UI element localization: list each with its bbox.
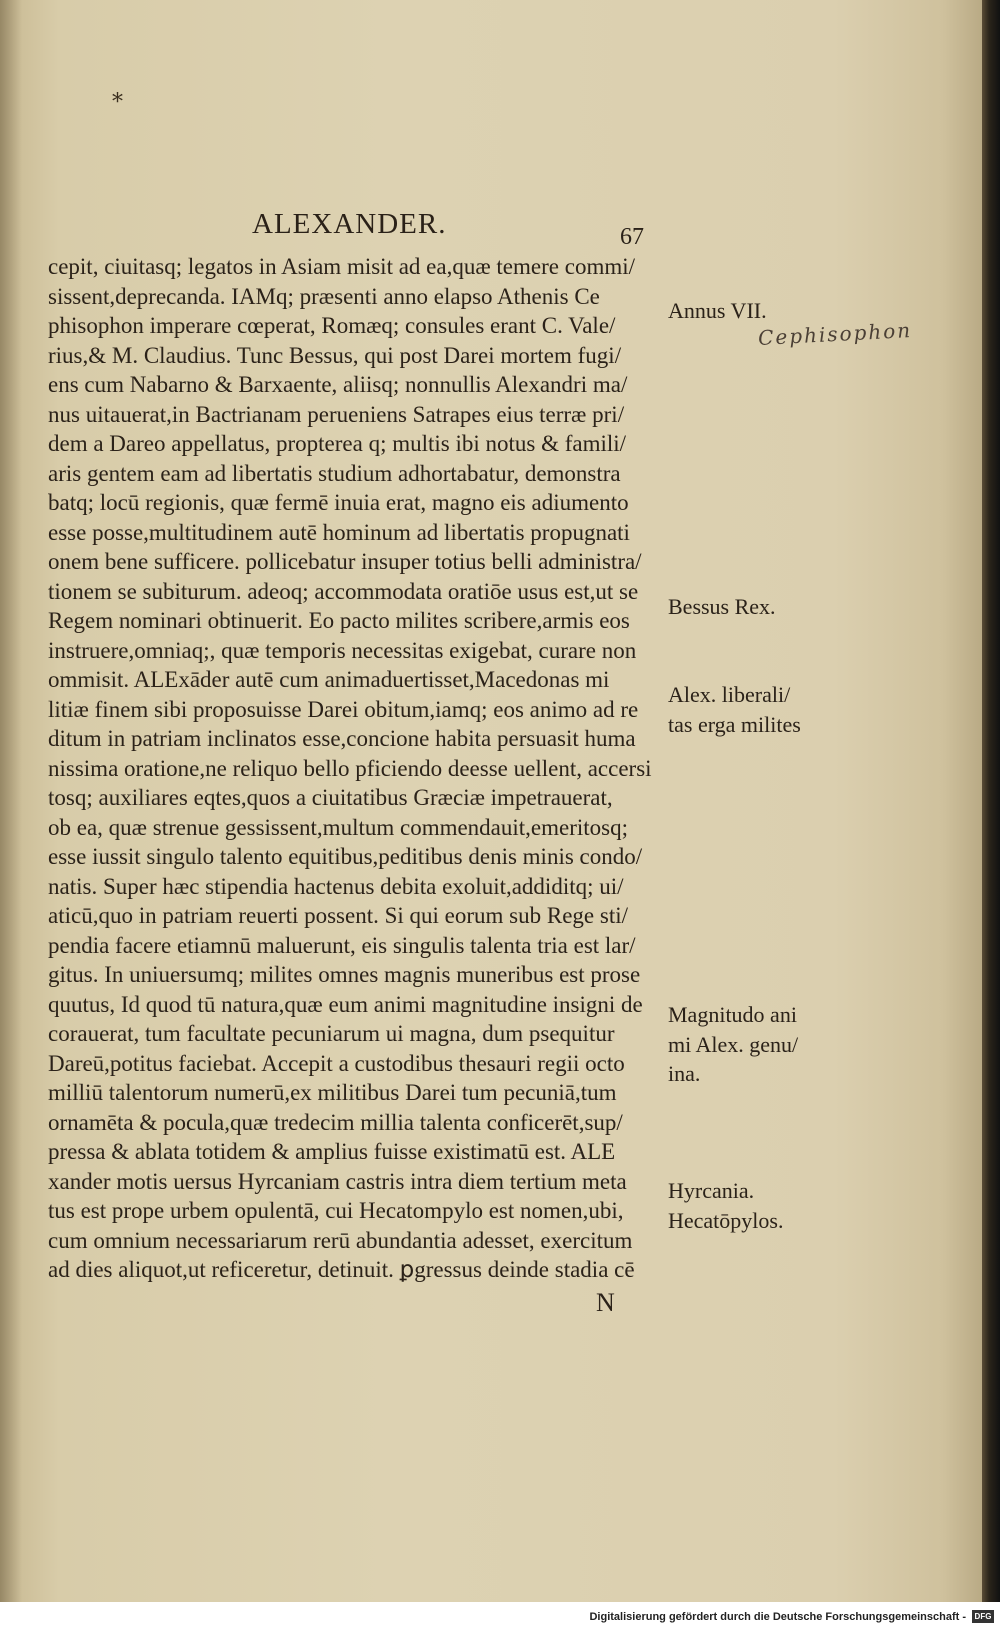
- handwritten-note: Cephisophon: [757, 317, 913, 351]
- text-line: ditum in patriam inclinatos esse,concione habita persuasit huma: [48, 726, 636, 751]
- text-line: gitus. In uniuersumq; milites omnes magnis muneribus est prose: [48, 962, 641, 987]
- text-line: phisophon imperare cœperat, Romæq; consules erant C. Vale/: [48, 313, 616, 338]
- margin-note-text: ina.: [668, 1061, 701, 1086]
- text-line: natis. Super hæc stipendia hactenus debita exoluit,addiditq; ui/: [48, 873, 624, 899]
- text-line: ens cum Nabarno & Barxaente, aliisq; nonnullis Alexandri ma/: [48, 372, 628, 397]
- text-line: milliū talentorum numerū,ex militibus Darei tum pecuniā,tum: [48, 1080, 617, 1105]
- running-head: ALEXANDER.: [252, 208, 447, 240]
- text-line: batq; locū regionis, quæ fermē inuia erat, magno eis adiumento: [48, 490, 629, 515]
- text-line: tionem se subiturum. adeoq; accommodata oratiōe usus est,ut se: [48, 578, 639, 604]
- text-line: instruere,omniaq;, quæ temporis necessitas exigebat, curare non: [48, 637, 637, 663]
- text-line: Dareū,potitus faciebat. Accepit a custodibus thesauri regii octo: [48, 1050, 625, 1076]
- text-line: quutus, Id quod tū natura,quæ eum animi magnitudine insigni de: [48, 991, 643, 1017]
- margin-note-text: Hyrcania.: [668, 1178, 755, 1203]
- signature-mark: N: [596, 1288, 615, 1317]
- text-line: cepit, ciuitasq; legatos in Asiam misit ad ea,quæ temere commi/: [48, 254, 636, 279]
- margin-note-text: mi Alex. genu/: [668, 1031, 799, 1057]
- page-number: 67: [620, 224, 644, 250]
- text-line: pendia facere etiamnū maluerunt, eis singulis talenta tria est lar/: [48, 932, 636, 958]
- text-line: cum omnium necessariarum rerū abundantia adesset, exercitum: [48, 1227, 633, 1253]
- text-line: pressa & ablata totidem & amplius fuisse existimatū est. ALE: [48, 1139, 616, 1164]
- text-line: Regem nominari obtinuerit. Eo pacto milites scribere,armis eos: [48, 608, 630, 633]
- margin-note-text: tas erga milites: [668, 711, 801, 737]
- margin-note-text: Magnitudo ani: [668, 1002, 797, 1027]
- text-line: aticū,quo in patriam reuerti possent. Si qui eorum sub Rege sti/: [48, 903, 629, 928]
- margin-note-text: Bessus Rex.: [668, 594, 776, 619]
- text-line: esse posse,multitudinem autē hominum ad libertatis propugnati: [48, 519, 630, 545]
- text-line: esse iussit singulo talento equitibus,peditibus denis minis condo/: [48, 844, 643, 869]
- text-line: nissima oratione,ne reliquo bello pficiendo deesse uellent, accersi: [48, 755, 652, 781]
- text-line: xander motis uersus Hyrcaniam castris intra diem tertium meta: [48, 1168, 627, 1194]
- body-text: [48, 252, 688, 1285]
- footer-credit: Digitalisierung gefördert durch die Deutsche Forschungsgemeinschaft -: [589, 1610, 966, 1623]
- margin-note-annus: [668, 296, 848, 326]
- margin-note-text: Hecatōpylos.: [668, 1207, 784, 1233]
- margin-note-text: Annus VII.: [668, 298, 767, 323]
- text-line: ob ea, quæ strenue gessissent,multum commendauit,emeritosq;: [48, 814, 629, 840]
- dfg-logo: DFG: [972, 1610, 994, 1623]
- margin-note-bessus: [668, 592, 848, 622]
- text-line: ommisit. ALExāder autē cum animaduertisset,Macedonas mi: [48, 667, 610, 692]
- text-line: onem bene sufficere. pollicebatur insuper totius belli administra/: [48, 549, 642, 574]
- text-line: tosq; auxiliares eqtes,quos a ciuitatibus Græciæ impetrauerat,: [48, 785, 613, 810]
- text-line: nus uitauerat,in Bactrianam perueniens Satrapes eius terræ pri/: [48, 401, 625, 427]
- text-line: litiæ finem sibi proposuisse Darei obitum,iamq; eos animo ad re: [48, 696, 639, 722]
- text-line: dem a Dareo appellatus, propterea q; multis ibi notus & famili/: [48, 431, 627, 456]
- margin-note-text: Alex. liberali/: [668, 682, 791, 707]
- text-line: sissent,deprecanda. IAMq; præsenti anno elapso Athenis Ce: [48, 283, 600, 309]
- text-line: aris gentem eam ad libertatis studium adhortabatur, demonstra: [48, 460, 621, 486]
- book-edge: [982, 0, 1000, 1602]
- text-line: rius,& M. Claudius. Tunc Bessus, qui post Darei mortem fugi/: [48, 342, 622, 368]
- text-line: ad dies aliquot,ut reficeretur, detinuit. ꝑgressus deinde stadia cē: [48, 1257, 635, 1282]
- page-mark: *: [112, 90, 123, 115]
- text-line: ornamēta & pocula,quæ tredecim millia talenta conficerēt,sup/: [48, 1109, 623, 1135]
- text-line: corauerat, tum facultate pecuniarum ui magna, dum psequitur: [48, 1021, 615, 1046]
- margin-note-liberalitas: [668, 680, 848, 739]
- footer-bar: [0, 1602, 1000, 1631]
- margin-note-magnitudo: [668, 1000, 848, 1089]
- margin-note-hyrcania: [668, 1176, 848, 1235]
- text-line: tus est prope urbem opulentā, cui Hecatompylo est nomen,ubi,: [48, 1198, 624, 1223]
